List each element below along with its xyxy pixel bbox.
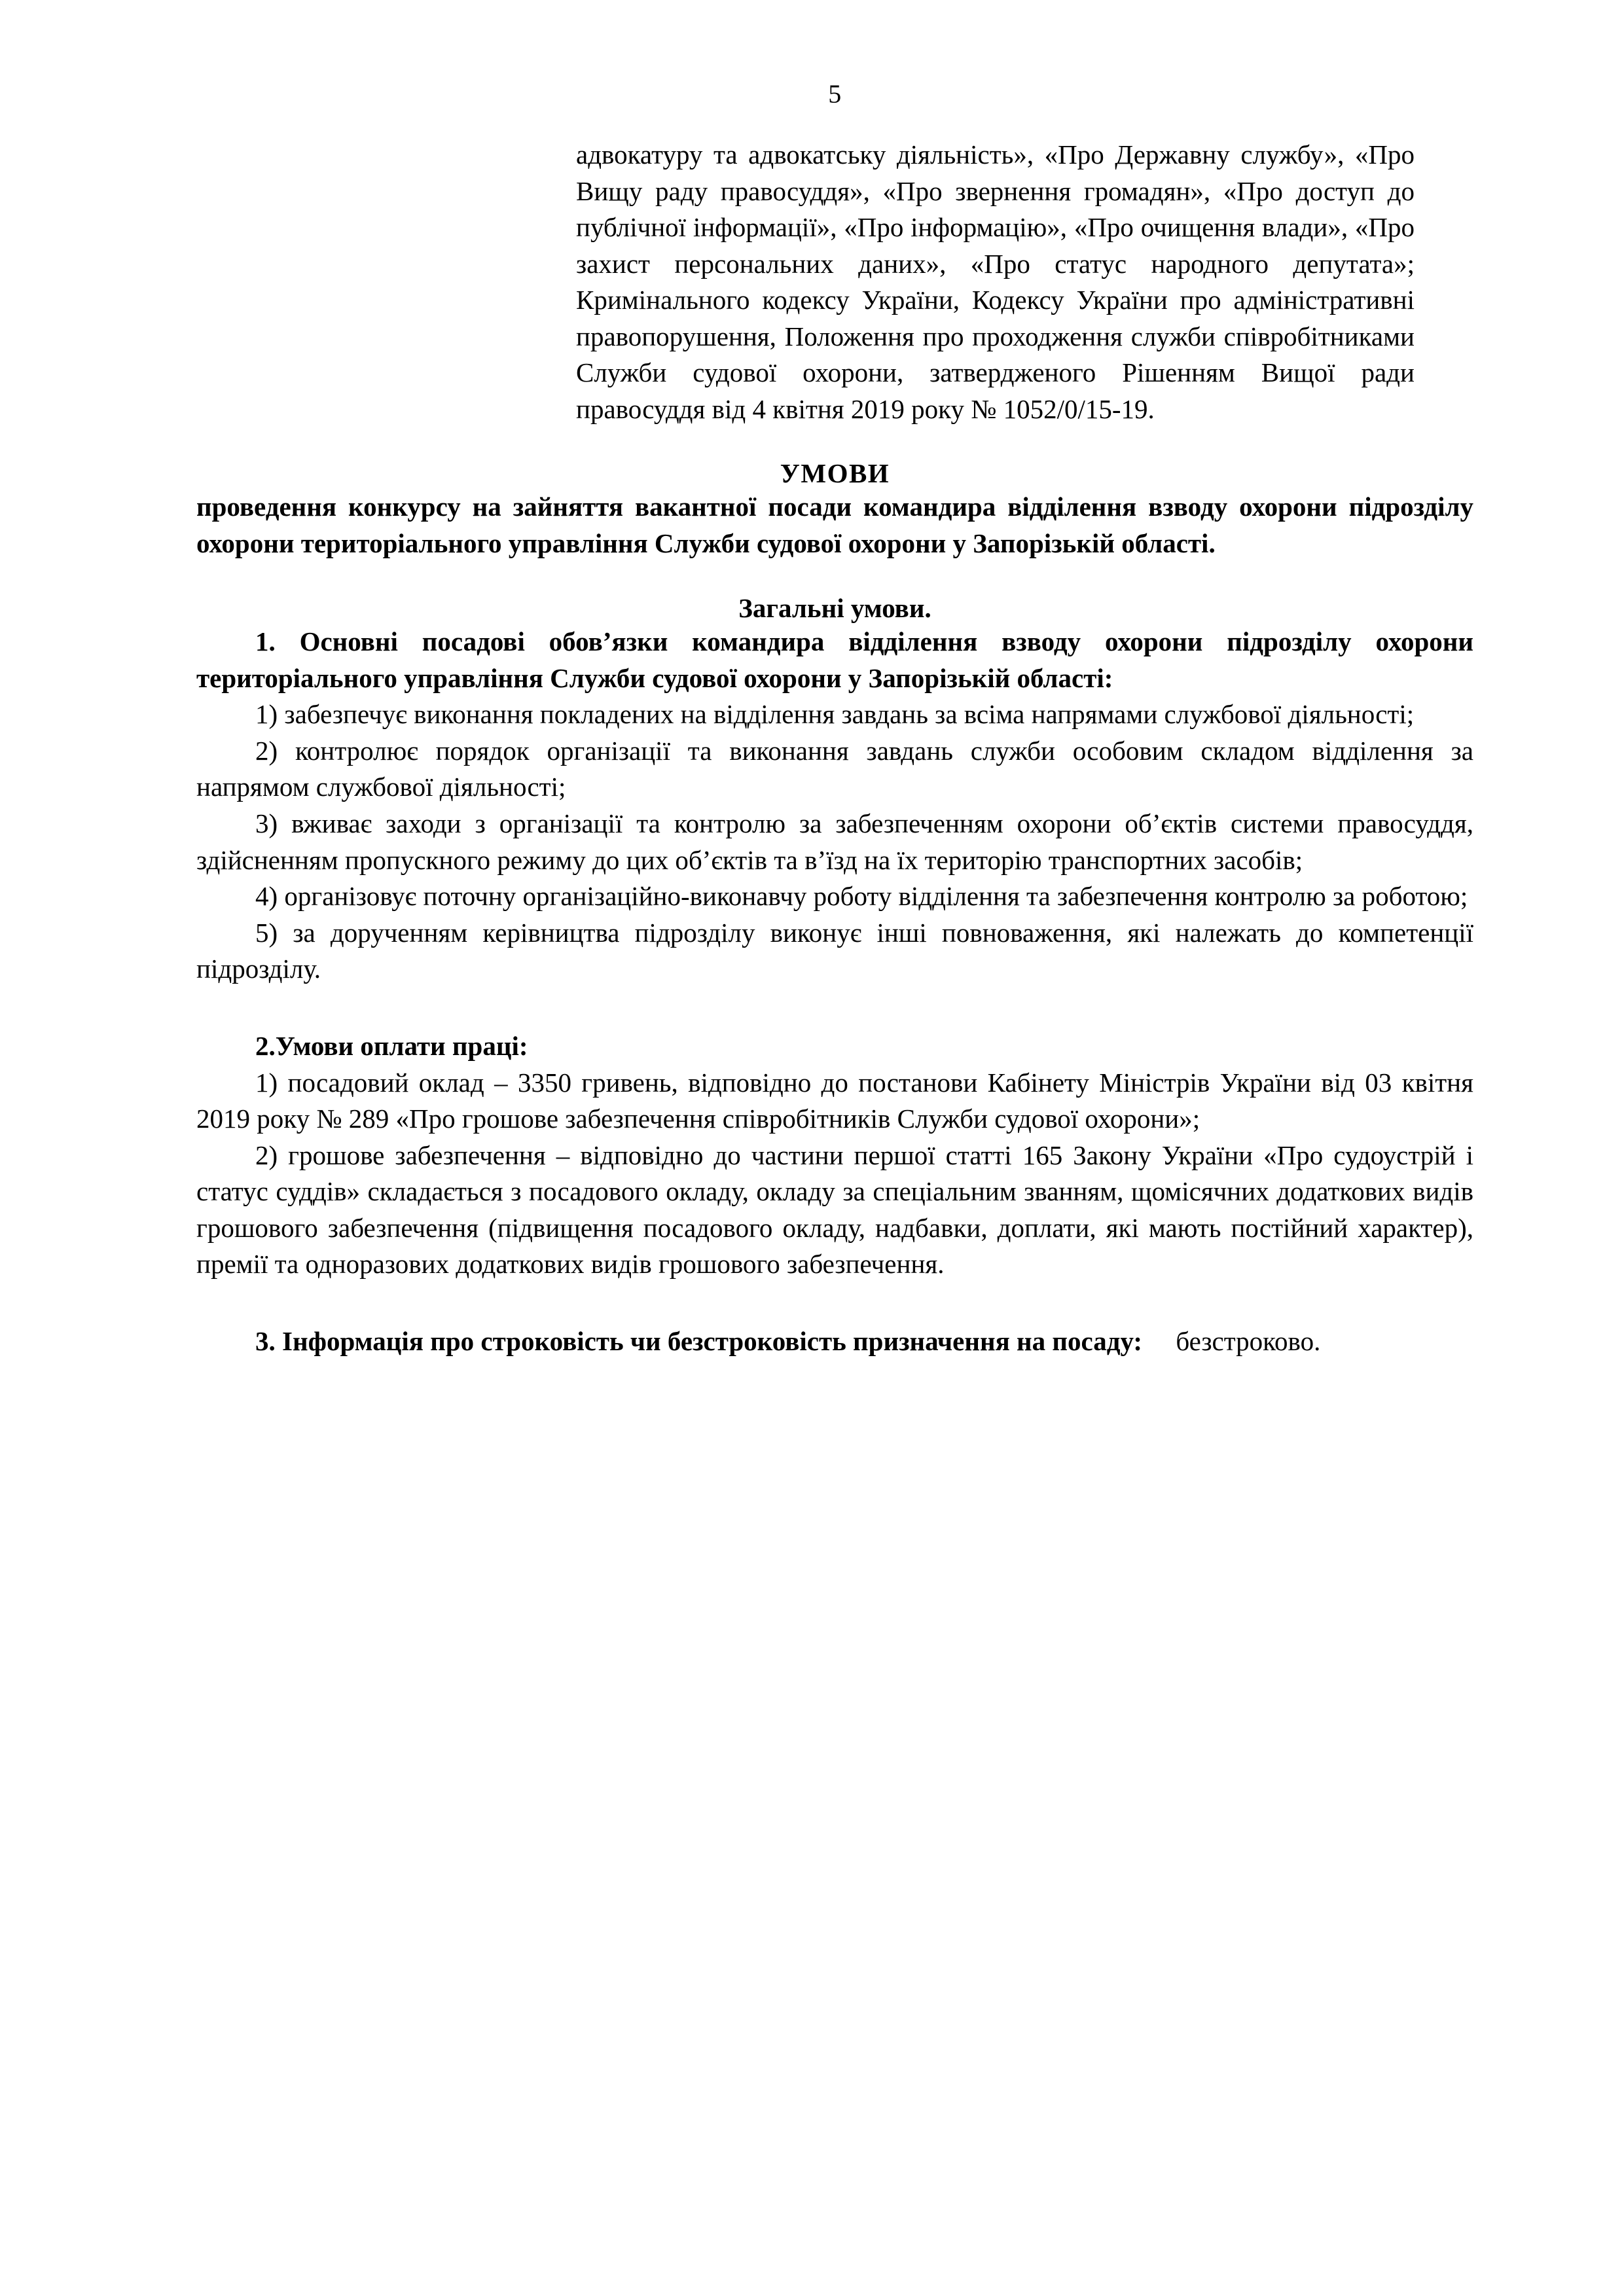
- quoted-laws-paragraph: адвокатуру та адвокатську діяльність», «Про Державну службу», «Про Вищу раду правосуддя», «Про звернення громадян», «Про доступ до публічної інформації», «Про інформацію», «Про очищення влади», «Про захист персональних даних», «Про статус народного депутата»; Кримінального кодексу України, Кодексу України про адміністративні правопорушення, Положення про проходження служби співробітниками Служби судової охорони, затвердженого Рішенням Вищої ради правосуддя від 4 квітня 2019 року № 1052/0/15-19.: [576, 139, 1415, 424]
- section-3-heading-text: 3. Інформація про строковість чи безстроковість призначення на посаду:: [255, 1325, 1143, 1356]
- document-title: УМОВИ: [780, 458, 890, 489]
- section-1-item-4: 4) організовує поточну організаційно-виконавчу роботу відділення та забезпечення контролю за роботою;: [255, 881, 1468, 912]
- section-3-heading: [196, 1323, 1473, 1360]
- section-1-item-2: 2) контролює порядок організації та виконання завдань служби особовим складом відділення за напрямом службової діяльності;: [196, 735, 1473, 802]
- general-conditions-heading: Загальні умови.: [738, 592, 931, 623]
- section-3-value: безстроково.: [1176, 1325, 1321, 1356]
- section-2-item-2: 2) грошове забезпечення – відповідно до частини першої статті 165 Закону України «Про судоустрій і статус суддів» складається з посадового окладу, окладу за спеціальним званням, щомісячних додаткових видів грошового забезпечення (підвищення посадового окладу, надбавки, доплати, які мають постійний характер), премії та одноразових додаткових видів грошового забезпечення.: [196, 1139, 1473, 1280]
- page-number: 5: [828, 79, 842, 109]
- section-2-item-1: 1) посадовий оклад – 3350 гривень, відповідно до постанови Кабінету Міністрів України від 03 квітня 2019 року № 289 «Про грошове забезпечення співробітників Служби судової охорони»;: [196, 1067, 1473, 1134]
- section-1-item-5: 5) за дорученням керівництва підрозділу виконує інші повноваження, які належать до компетенції підрозділу.: [196, 917, 1473, 984]
- section-1-item-3: 3) вживає заходи з організації та контролю за забезпеченням охорони об’єктів системи правосуддя, здійсненням пропускного режиму до цих об’єктів та в’їзд на їх територію транспортних засобів;: [196, 808, 1473, 875]
- section-1-heading: 1. Основні посадові обов’язки командира відділення взводу охорони підрозділу охорони територіального управління Служби судової охорони у Запорізькій області:: [196, 626, 1473, 693]
- section-2-heading: 2.Умови оплати праці:: [255, 1030, 528, 1061]
- section-1-item-1: 1) забезпечує виконання покладених на відділення завдань за всіма напрямами службової діяльності;: [255, 699, 1415, 730]
- document-subtitle: проведення конкурсу на зайняття вакантної посади командира відділення взводу охорони підрозділу охорони територіального управління Служби судової охорони у Запорізькій області.: [196, 492, 1473, 559]
- quoted-laws-block: [576, 137, 1415, 427]
